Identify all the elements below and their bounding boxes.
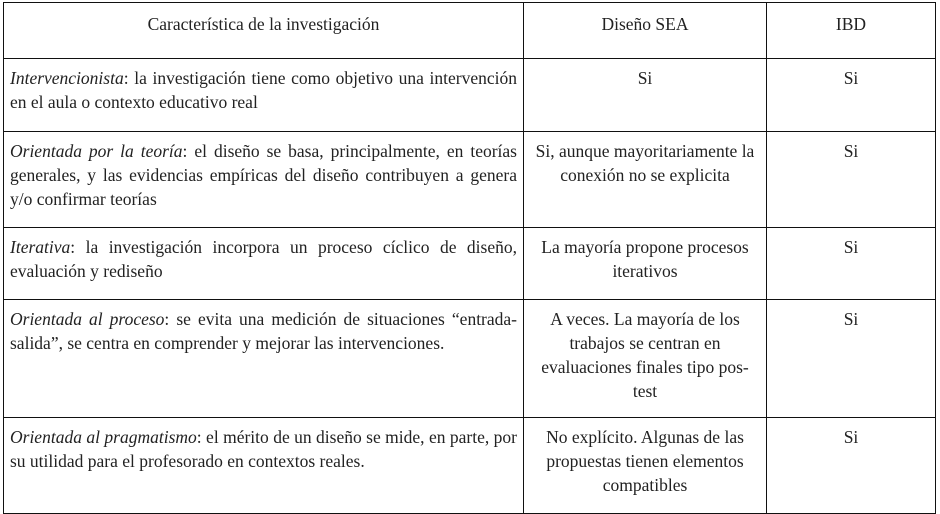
characteristic-description: : el diseño se basa, principalmente, en teorías generales, y las evidencias empíricas del diseño contribuyen a genera y/o confirmar teorías: [10, 141, 517, 209]
characteristic-cell: [4, 300, 524, 418]
table-row: [4, 418, 936, 514]
ibd-cell: Si: [767, 59, 936, 132]
characteristic-term: Iterativa: [10, 237, 71, 257]
sea-cell: Si: [524, 59, 767, 132]
header-sea: Diseño SEA: [524, 3, 767, 59]
characteristic-term: Orientada al proceso: [10, 309, 165, 329]
sea-cell: La mayoría propone procesos iterativos: [524, 228, 767, 300]
table-row: [4, 59, 936, 132]
header-ibd: IBD: [767, 3, 936, 59]
characteristic-description: : la investigación tiene como objetivo una intervención en el aula o contexto educativo real: [10, 68, 517, 112]
characteristic-term: Orientada al pragmatismo: [10, 427, 197, 447]
comparison-table-container: [3, 2, 936, 514]
header-characteristic: Característica de la investigación: [4, 3, 524, 59]
ibd-cell: Si: [767, 300, 936, 418]
ibd-cell: Si: [767, 132, 936, 228]
header-row: [4, 3, 936, 59]
table-row: [4, 228, 936, 300]
characteristic-description: : se evita una medición de situaciones “entrada-salida”, se centra en comprender y mejorar las intervenciones.: [10, 309, 517, 353]
characteristic-cell: [4, 132, 524, 228]
table-row: [4, 300, 936, 418]
characteristic-term: Orientada por la teoría: [10, 141, 183, 161]
sea-cell: A veces. La mayoría de los trabajos se centran en evaluaciones finales tipo pos-test: [524, 300, 767, 418]
sea-cell: No explícito. Algunas de las propuestas tienen elementos compatibles: [524, 418, 767, 514]
sea-cell: Si, aunque mayoritariamente la conexión no se explicita: [524, 132, 767, 228]
characteristic-cell: [4, 228, 524, 300]
table-row: [4, 132, 936, 228]
ibd-cell: Si: [767, 228, 936, 300]
characteristic-cell: [4, 418, 524, 514]
comparison-table: [3, 2, 936, 514]
characteristic-cell: [4, 59, 524, 132]
characteristic-term: Intervencionista: [10, 68, 124, 88]
ibd-cell: Si: [767, 418, 936, 514]
characteristic-description: : el mérito de un diseño se mide, en parte, por su utilidad para el profesorado en contextos reales.: [10, 427, 517, 471]
characteristic-description: : la investigación incorpora un proceso cíclico de diseño, evaluación y rediseño: [10, 237, 517, 281]
